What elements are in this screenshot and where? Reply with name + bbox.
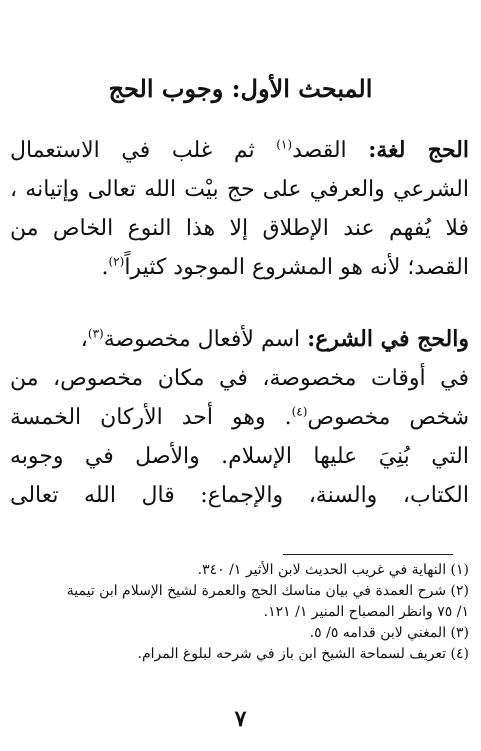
para2-line5: الكتاب، والسنة، والإجماع: قال الله تعالى [10, 483, 469, 508]
footnote-2: (٢) شرح العمدة في بيان مناسك الحج والعمرة لشيخ الإسلام ابن تيمية [66, 583, 469, 599]
para1-line4: القصد؛ لأنه هو المشروع الموجود كثيراً [124, 255, 469, 280]
para2-line2: في أوقات مخصوصة، في مكان مخصوص، من [10, 366, 469, 391]
term-linguistic: الحج لغة: [368, 137, 469, 163]
para2-line4: التي بُنِيَ عليها الإسلام. والأصل في وجوبه [10, 444, 469, 469]
para2-comma: ، [80, 327, 88, 352]
para1-line2: الشرعي والعرفي على حج بيْت الله تعالى وإتيانه ، [10, 177, 469, 202]
footnotes [8, 560, 469, 665]
footnote-1: (١) النهاية في غريب الحديث لابن الأثير ١/ ٣٤٠. [197, 562, 469, 578]
para1-line1b: ثم غلب في الاستعمال [10, 138, 255, 163]
footnote-divider [283, 554, 453, 555]
para1-end: . [101, 255, 109, 280]
footnote-ref-3[interactable]: (٣) [87, 326, 104, 341]
footnote-ref-2[interactable]: (٢) [108, 254, 125, 269]
para1-line3: فلا يُفهم عند الإطلاق إلا هذا النوع الخاص من [10, 216, 469, 241]
term-legal: والحج في الشرع: [307, 326, 469, 352]
para2-line1: اسم لأفعال مخصوصة [103, 327, 301, 352]
footnote-4: (٤) تعريف لسماحة الشيخ ابن باز في شرحه لبلوغ المرام. [137, 646, 469, 662]
page-number: ٧ [234, 706, 247, 732]
footnote-ref-1[interactable]: (١) [276, 137, 293, 152]
footnote-2-cont: ١/ ٧٥ وانظر المصباح المنير ١/ ١٢١. [263, 604, 469, 620]
section-heading: المبحث الأول: وجوب الحج [108, 74, 373, 103]
para2-line3b: . وهو أحد الأركان الخمسة [10, 405, 292, 430]
paragraph-linguistic-definition [10, 131, 469, 287]
footnote-3: (٣) المغني لابن قدامه ٥/ ٥. [309, 625, 469, 641]
para2-line3a: شخص مخصوص [307, 405, 469, 430]
para1-line1a: القصد [292, 138, 347, 163]
footnote-ref-4[interactable]: (٤) [291, 404, 308, 419]
paragraph-legal-definition [10, 320, 469, 515]
